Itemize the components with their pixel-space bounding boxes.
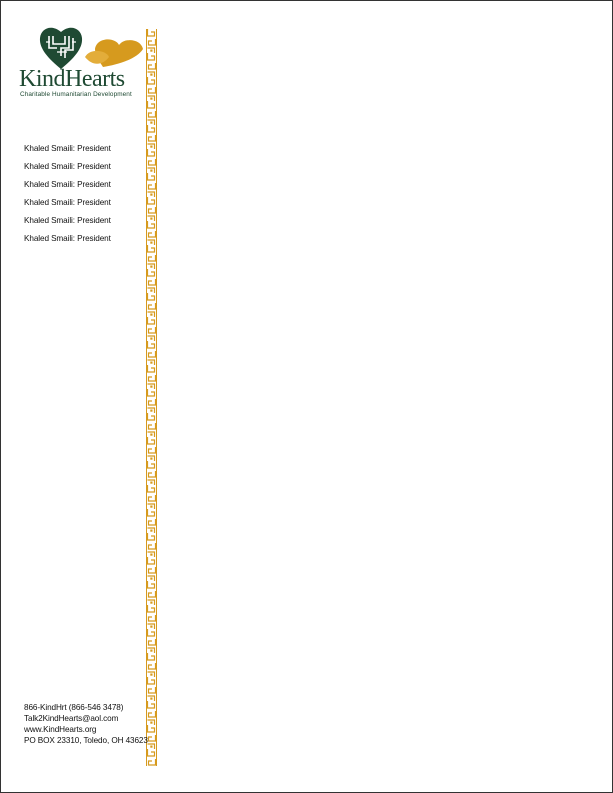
phone-number: 866-KindHrt (866-546 3478)	[24, 703, 124, 712]
officer-line: Khaled Smaili: President	[24, 234, 111, 243]
officer-line: Khaled Smaili: President	[24, 180, 111, 189]
brand-tagline: Charitable Humanitarian Development	[20, 91, 132, 98]
officer-line: Khaled Smaili: President	[24, 162, 111, 171]
brand-name: KindHearts	[19, 66, 125, 92]
decorative-border-strip	[146, 29, 157, 766]
officer-line: Khaled Smaili: President	[24, 198, 111, 207]
officers-list	[24, 144, 111, 252]
hearts-logo-icon	[37, 23, 147, 69]
website-url: www.KindHearts.org	[24, 725, 97, 734]
officer-line: Khaled Smaili: President	[24, 144, 111, 153]
postal-address: PO BOX 23310, Toledo, OH 43623	[24, 736, 148, 745]
officer-line: Khaled Smaili: President	[24, 216, 111, 225]
email-address: Talk2KindHearts@aol.com	[24, 714, 119, 723]
kindhearts-logo	[19, 23, 144, 103]
contact-footer	[24, 702, 148, 746]
